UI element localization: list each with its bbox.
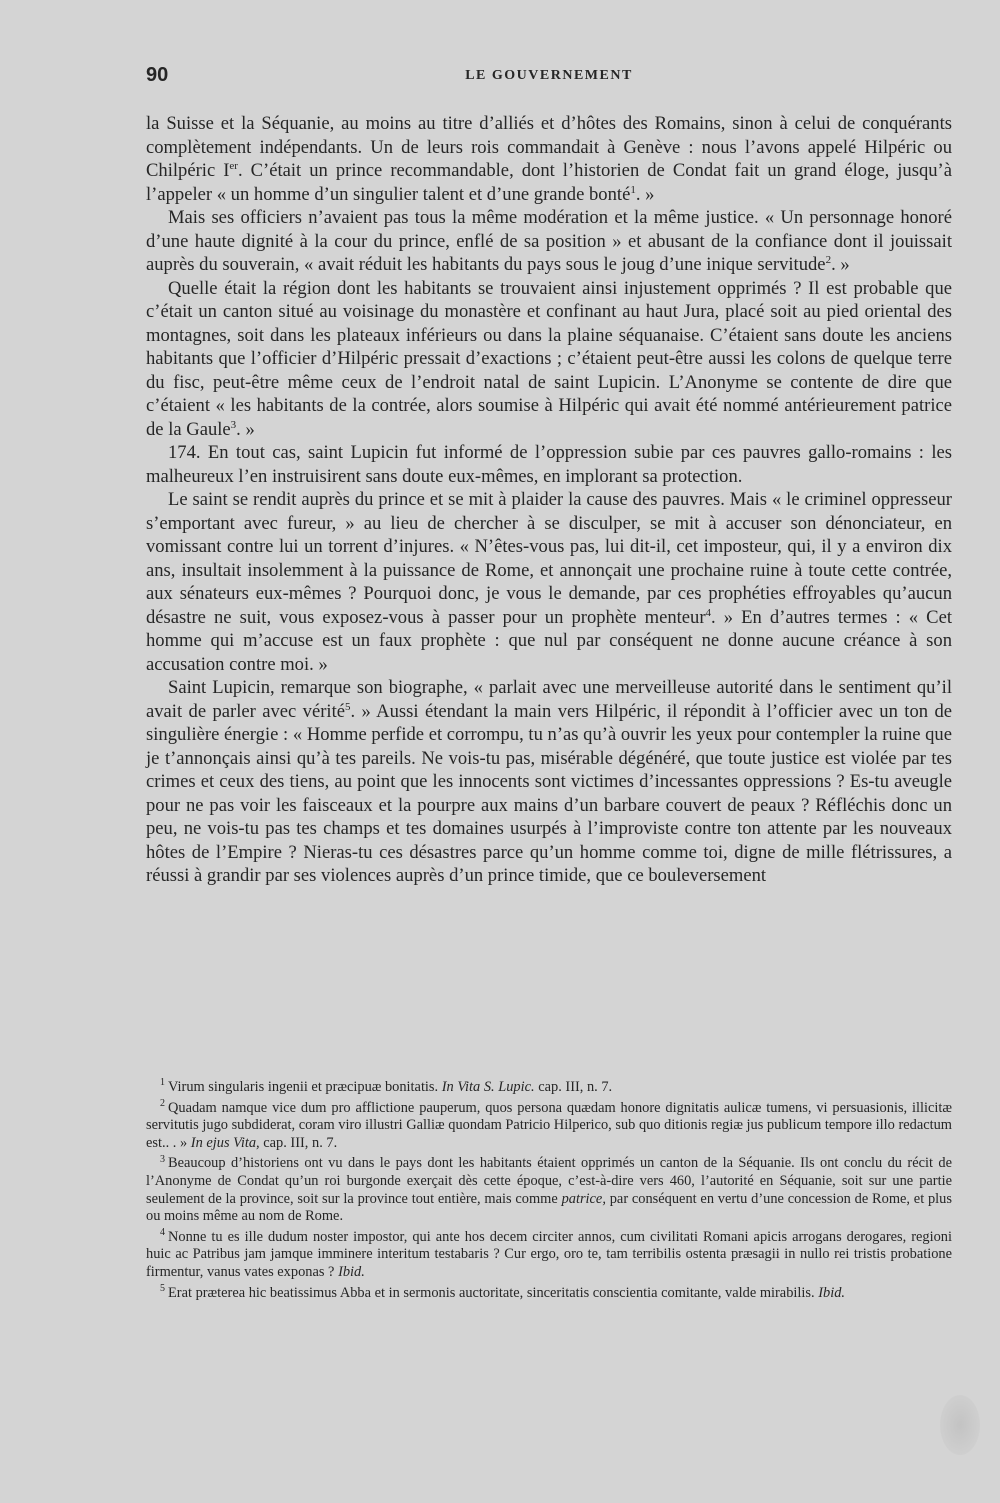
text-segment: . » Aussi étendant la main vers Hilpéric, il répondit à l’officier avec un ton de singulière énergie : « Homme perfide et corrompu, tu n’as qu’à ouvrir les yeux pour contempler la ruine que je t’annonçais ainsi qu’à tes pareils. Ne vois-tu pas, misérable dégénéré, que toute justice est violée par tes crimes et ceux des tiens, au point que les innocents sont victimes d’incessantes oppressions ? Es-tu aveugle pour ne pas voir les faisceaux et la pourpre aux mains d’un barbare couvert de peaux ? Réfléchis donc un peu, ne vois-tu pas tes champs et tes domaines usurpés à l’improviste contre ton attente par les nouveaux hôtes de l’Empire ? Nieras-tu ces désastres parce qu’un homme comme toi, digne de mille flétrissures, a réussi à grandir par ses violences auprès d’un prince timide, que ce bouleversement bbox=[146, 700, 952, 886]
footnote-number: 3 bbox=[160, 1153, 165, 1165]
footnote bbox=[146, 1079, 952, 1097]
paragraph bbox=[146, 488, 952, 676]
text-segment: . » bbox=[635, 183, 655, 205]
paragraph bbox=[146, 277, 952, 442]
footnote-reference: Ibid. bbox=[818, 1284, 845, 1301]
footnote-text: cap. III, n. 7. bbox=[538, 1079, 613, 1095]
footnote-reference: In Vita S. Lupic. bbox=[441, 1079, 535, 1095]
footnote-number: 4 bbox=[160, 1226, 165, 1238]
footnote-ref: 2 bbox=[825, 253, 832, 266]
footnote-text: Virum singularis ingenii et præcipuæ bonitatis. bbox=[168, 1079, 439, 1095]
footnote-number: 5 bbox=[160, 1282, 165, 1294]
footnote bbox=[146, 1226, 952, 1282]
footnote bbox=[146, 1155, 952, 1225]
body-text bbox=[146, 112, 952, 888]
footnote-number: 1 bbox=[160, 1077, 165, 1089]
footnote bbox=[146, 1097, 952, 1153]
footnote-ref: 1 bbox=[630, 183, 636, 196]
text-segment: Saint Lupicin, remarque son biographe, « parlait avec une merveilleuse autorité dans le sentiment qu’il avait de parler avec vérité bbox=[146, 677, 952, 722]
footnote-ref: 5 bbox=[344, 700, 351, 713]
footnote-reference: In ejus Vita, bbox=[190, 1134, 260, 1151]
paper-stain bbox=[940, 1395, 980, 1455]
paragraph bbox=[146, 112, 952, 206]
footnote-text: par conséquent en vertu d’une concession de Rome, et plus ou moins même au nom de Rome. bbox=[146, 1190, 952, 1225]
text-segment: . C’était un prince recommandable, dont l’historien de Condat fait un grand éloge, jusqu’à l’appeler « un homme d’un singulier talent et d’une grande bonté bbox=[146, 160, 952, 205]
footnotes bbox=[146, 1079, 952, 1302]
page-number: 90 bbox=[146, 64, 169, 86]
superscript: er bbox=[229, 159, 238, 172]
footnote-text: Nonne tu es ille dudum noster impostor, qui ante hos decem circiter annos, cum civilitati Romani apicis arrogans derogares, regioni huic ac Patribus jam jamque imminere interitum testabaris ? Cur ergo, oro te, tam terribilis ostenta præsagii in nullo rei tristis probatione firmentur, vanus vates exponas ? bbox=[146, 1228, 952, 1280]
text-segment: . » En d’autres termes : « Cet homme qui m’accuse est un faux prophète : que nul par conséquent ne donne aucune créance à son accusation contre moi. » bbox=[146, 606, 952, 675]
text-segment: la Suisse et la Séquanie, au moins au titre d’alliés et d’hôtes des Romains, sinon à celui de conquérants complètement indépendants. Un de leurs rois commandait à Genève : nous l’avons appelé Hilpéric ou Chilpéric I bbox=[146, 113, 952, 181]
text-segment: . » bbox=[831, 254, 850, 275]
running-title: LE GOUVERNEMENT bbox=[465, 68, 633, 83]
footnote-text: Quadam namque vice dum pro afflictione pauperum, quos persona quædam honore dignitatis aulicæ tumens, vi persuasionis, illicitæ servitutis jugo subdiderat, coram viro illustri Galliæ quondam Patricio Hilperico, sub quo ditionis regiæ jus publicum tempore illo redactum est.. . » bbox=[146, 1099, 952, 1151]
footnote-number: 2 bbox=[160, 1097, 165, 1109]
text-segment: . » bbox=[236, 418, 255, 440]
footnote-text: Erat præterea hic beatissimus Abba et in sermonis auctoritate, sinceritatis conscientia comitante, valde mirabilis. bbox=[168, 1284, 815, 1301]
footnote bbox=[146, 1282, 952, 1303]
footnote-text: cap. III, n. 7. bbox=[263, 1134, 338, 1151]
footnote-text: Beaucoup d’historiens ont vu dans le pays dont les habitants étaient opprimés un canton de la Séquanie. Ils ont conclu du récit de l’Anonyme de Condat qu’un roi burgonde exerçait dès cette époque, c’est-à-dire vers 460, l’autorité en Séquanie, soit sur une partie seulement de la province, soit sur la province tout entière, mais comme bbox=[146, 1155, 952, 1207]
footnote-ref: 3 bbox=[230, 418, 237, 431]
text-segment: Quelle était la région dont les habitants se trouvaient ainsi injustement opprimés ? Il est probable que c’était un canton situé au voisinage du monastère et confinant au haut Jura, placé soit au pied oriental des montagnes, soit dans les plateaux inférieurs ou dans la plaine séquanaise. C’étaient sans doute les anciens habitants que l’officier d’Hilpéric pressait d’exactions ; c’étaient peut-être aussi les colons de quelque terre du fisc, peut-être même ceux de l’endroit natal de saint Lupicin. L’Anonyme se contente de dire que c’étaient « les habitants de la contrée, alors soumise à Hilpéric qui avait été nommé antérieurement patrice de la Gaule bbox=[146, 277, 952, 440]
paragraph bbox=[146, 676, 952, 888]
page-header bbox=[146, 64, 952, 88]
footnote-reference: Ibid. bbox=[338, 1263, 365, 1280]
footnote-italic: patrice, bbox=[561, 1190, 606, 1207]
footnote-ref: 4 bbox=[705, 606, 712, 619]
text-segment: Mais ses officiers n’avaient pas tous la même modération et la même justice. « Un personnage honoré d’une haute dignité à la cour du prince, enflé de sa position » et abusant de la confiance dont il jouissait auprès du souverain, « avait réduit les habitants du pays sous le joug d’une inique servitude bbox=[146, 207, 952, 275]
paragraph bbox=[146, 206, 952, 277]
text-segment: Le saint se rendit auprès du prince et se mit à plaider la cause des pauvres. Mais « le criminel oppresseur s’emportant avec fureur, » au lieu de chercher à se disculper, se mit à accuser son dénonciateur, en vomissant contre lui un torrent d’injures. « N’êtes-vous pas, lui dit-il, cet imposteur, qui, il y a environ dix ans, insultait insolemment à la puissance de Rome, et annonçait une prochaine ruine à toute cette contrée, aux sénateurs eux-mêmes ? Pourquoi donc, je vous le demande, par ces prophéties effroyables qu’aucun désastre ne suit, vous exposez-vous à passer pour un prophète menteur bbox=[146, 489, 952, 628]
paragraph: 174. En tout cas, saint Lupicin fut informé de l’oppression subie par ces pauvres gallo-romains : les malheureux l’en instruisirent sans doute eux-mêmes, en implorant sa protection. bbox=[146, 442, 952, 487]
